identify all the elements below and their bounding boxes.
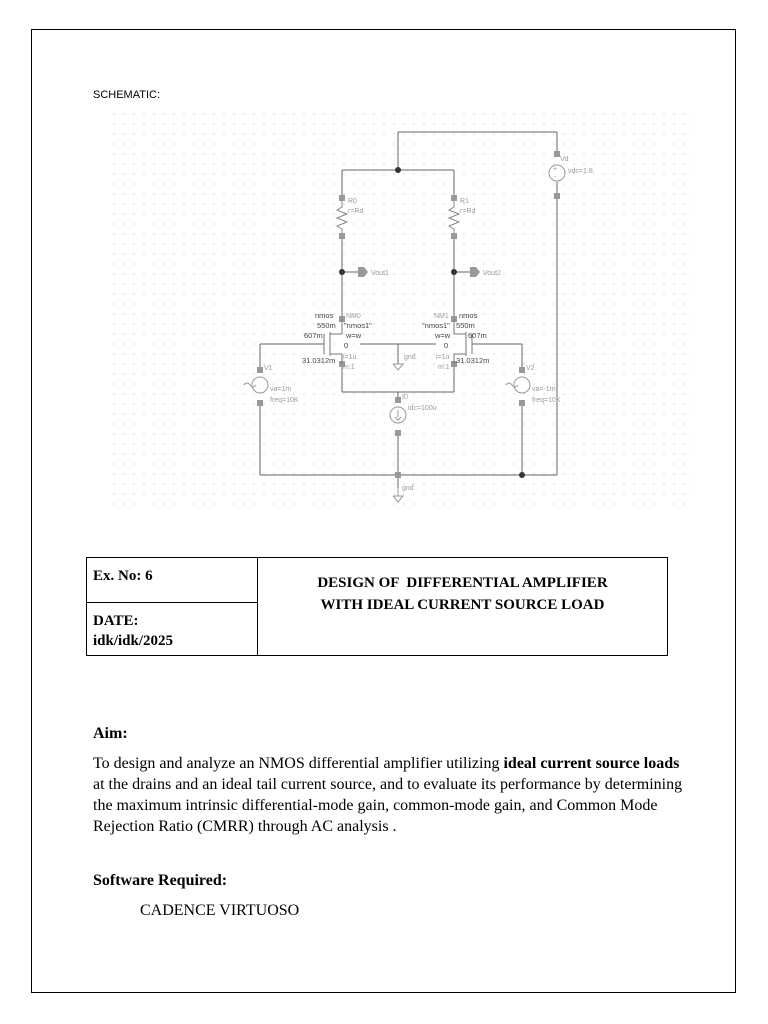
nm1-width: 550m	[456, 321, 475, 330]
vd-name: Vd	[560, 156, 569, 163]
title-line-1: DESIGN OF DIFFERENTIAL AMPLIFIER	[317, 575, 608, 591]
v2-value: va=-1m	[532, 386, 556, 393]
v2-freq: freq=10K	[532, 397, 561, 404]
nm0-length: 607m	[304, 331, 323, 340]
gnd-mid-label: gnd	[404, 354, 416, 361]
schematic-label: SCHEMATIC:	[93, 89, 161, 101]
nm1-model: "nmos1"	[422, 321, 450, 330]
v2-name: V2	[526, 365, 535, 372]
aim-text-start: To design and analyze an NMOS differential amplifier utilizing	[93, 755, 504, 772]
nm0-m: m:1	[343, 364, 355, 371]
i0-name: I0	[402, 394, 408, 401]
title-line-2: WITH IDEAL CURRENT SOURCE LOAD	[320, 597, 605, 613]
exercise-number: Ex. No: 6	[87, 558, 258, 603]
svg-text:-: -	[554, 174, 557, 181]
nm1-length: 607m	[468, 331, 487, 340]
i0-value: idc=100u	[408, 405, 437, 412]
experiment-title	[258, 558, 667, 655]
nm0-wl: w=w	[346, 331, 362, 340]
software-heading: Software Required:	[93, 872, 228, 889]
nm0-model: "nmos1"	[344, 321, 372, 330]
nm1-m: m:1	[438, 364, 450, 371]
nm0-type: nmos	[315, 311, 334, 320]
nm0-i: i=1u	[343, 354, 357, 361]
v1-freq: freq=10K	[270, 397, 299, 404]
schematic-diagram	[112, 112, 694, 510]
vout2-label: Vout2	[483, 270, 501, 277]
date-label: DATE:	[93, 613, 139, 629]
gnd-bottom-label: gnd	[402, 485, 414, 492]
date-value: idk/idk/2025	[93, 633, 174, 649]
r1-name: R1	[460, 198, 469, 205]
nm1-wl: w=w	[435, 331, 451, 340]
voltage-source-vd	[549, 165, 565, 181]
v1-name: V1	[264, 365, 273, 372]
r0-name: R0	[348, 198, 357, 205]
vd-value: vdc=1.8	[568, 168, 593, 175]
aim-text-bold: ideal current source loads	[503, 755, 680, 772]
aim-text-end: at the drains and an ideal tail current source, and to evaluate its performance by determining the maximum intrinsic differential-mode gain, common-mode gain, and Common Mode Rejection Ratio (CMRR) through AC analysis .	[93, 776, 683, 835]
nm0-area: 31.0312m	[302, 356, 336, 365]
experiment-header-table	[86, 557, 668, 656]
nm1-i: i=1u	[436, 354, 450, 361]
nm0-zero: 0	[344, 341, 349, 350]
r0-value: r=Rd	[348, 208, 364, 215]
nm0-name: NM0	[346, 313, 361, 320]
grid-background	[112, 112, 694, 510]
aim-paragraph	[93, 753, 683, 837]
current-source-i0	[390, 407, 406, 423]
r1-value: r=Rd	[460, 208, 476, 215]
nm1-type: nmos	[459, 311, 478, 320]
nm0-width: 550m	[317, 321, 336, 330]
vout1-label: Vout1	[371, 270, 389, 277]
nm1-area: 31.0312m	[456, 356, 490, 365]
nm1-name: NM1	[434, 313, 449, 320]
v1-value: va=1m	[270, 386, 292, 393]
date-cell	[87, 603, 258, 655]
svg-text:+: +	[553, 166, 558, 173]
nm1-zero: 0	[444, 341, 449, 350]
aim-heading: Aim:	[93, 725, 128, 742]
software-value: CADENCE VIRTUOSO	[140, 902, 300, 919]
